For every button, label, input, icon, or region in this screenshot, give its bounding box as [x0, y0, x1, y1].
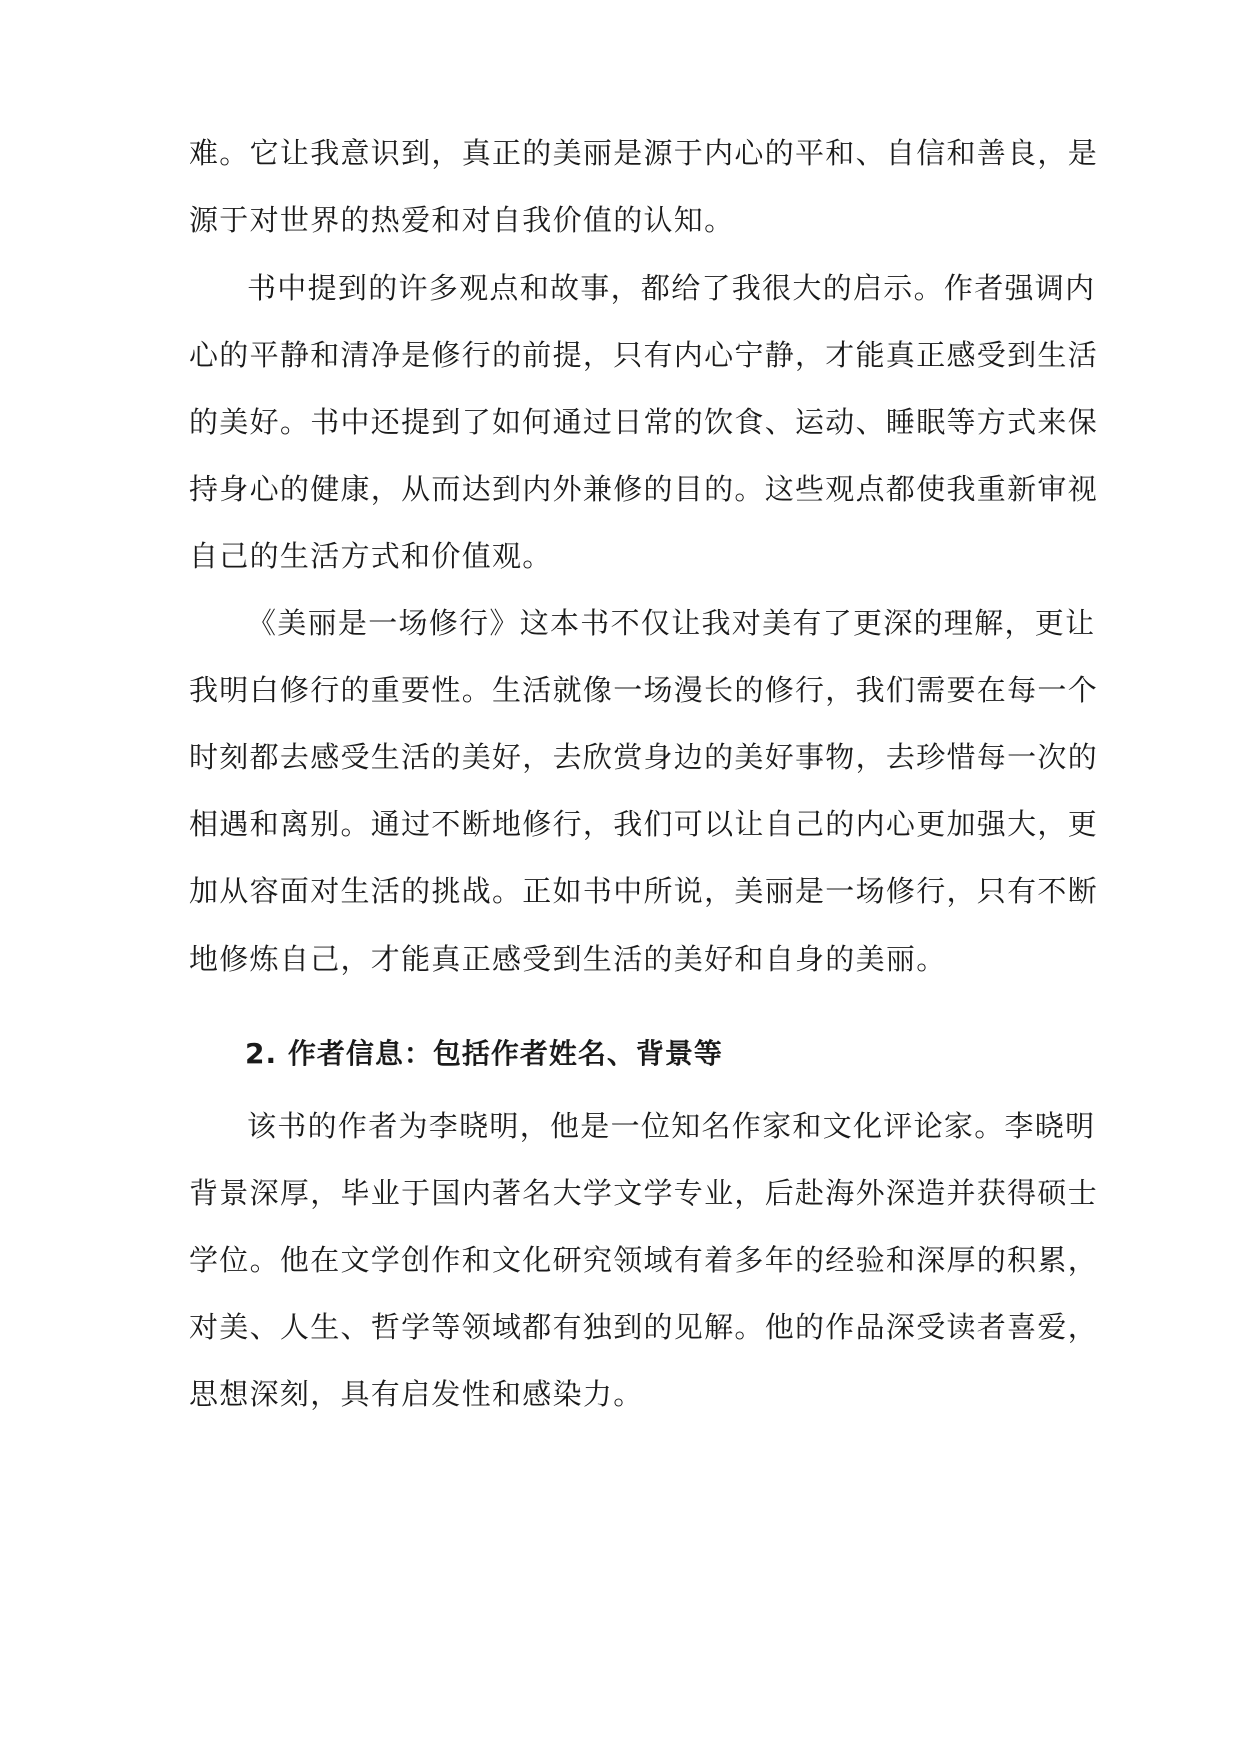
paragraph-line: 我明白修行的重要性。生活就像一场漫长的修行，我们需要在每一个	[189, 673, 1099, 707]
paragraph-line: 自己的生活方式和价值观。	[189, 539, 553, 573]
paragraph-line: 书中提到的许多观点和故事，都给了我很大的启示。作者强调内	[247, 271, 1096, 305]
paragraph-line: 背景深厚，毕业于国内著名大学文学专业，后赴海外深造并获得硕士	[189, 1176, 1099, 1210]
paragraph-line: 持身心的健康，从而达到内外兼修的目的。这些观点都使我重新审视	[189, 472, 1099, 506]
paragraph-line: 难。它让我意识到，真正的美丽是源于内心的平和、自信和善良，是	[189, 136, 1099, 170]
paragraph-line: 地修炼自己，才能真正感受到生活的美好和自身的美丽。	[189, 942, 947, 976]
section-heading: 2. 作者信息：包括作者姓名、背景等	[245, 1037, 723, 1070]
paragraph-line: 学位。他在文学创作和文化研究领域有着多年的经验和深厚的积累，	[189, 1243, 1099, 1277]
paragraph-line: 加从容面对生活的挑战。正如书中所说，美丽是一场修行，只有不断	[189, 874, 1099, 908]
paragraph-line: 的美好。书中还提到了如何通过日常的饮食、运动、睡眠等方式来保	[189, 405, 1099, 439]
paragraph-line: 时刻都去感受生活的美好，去欣赏身边的美好事物，去珍惜每一次的	[189, 740, 1099, 774]
paragraph-line: 源于对世界的热爱和对自我价值的认知。	[189, 203, 735, 237]
paragraph-line: 心的平静和清净是修行的前提，只有内心宁静，才能真正感受到生活	[189, 338, 1099, 372]
paragraph-line: 该书的作者为李晓明，他是一位知名作家和文化评论家。李晓明	[247, 1109, 1096, 1143]
paragraph-line: 对美、人生、哲学等领域都有独到的见解。他的作品深受读者喜爱，	[189, 1310, 1099, 1344]
paragraph-line: 相遇和离别。通过不断地修行，我们可以让自己的内心更加强大，更	[189, 807, 1099, 841]
paragraph-line: 思想深刻，具有启发性和感染力。	[189, 1377, 644, 1411]
paragraph-line: 《美丽是一场修行》这本书不仅让我对美有了更深的理解，更让	[247, 606, 1096, 640]
